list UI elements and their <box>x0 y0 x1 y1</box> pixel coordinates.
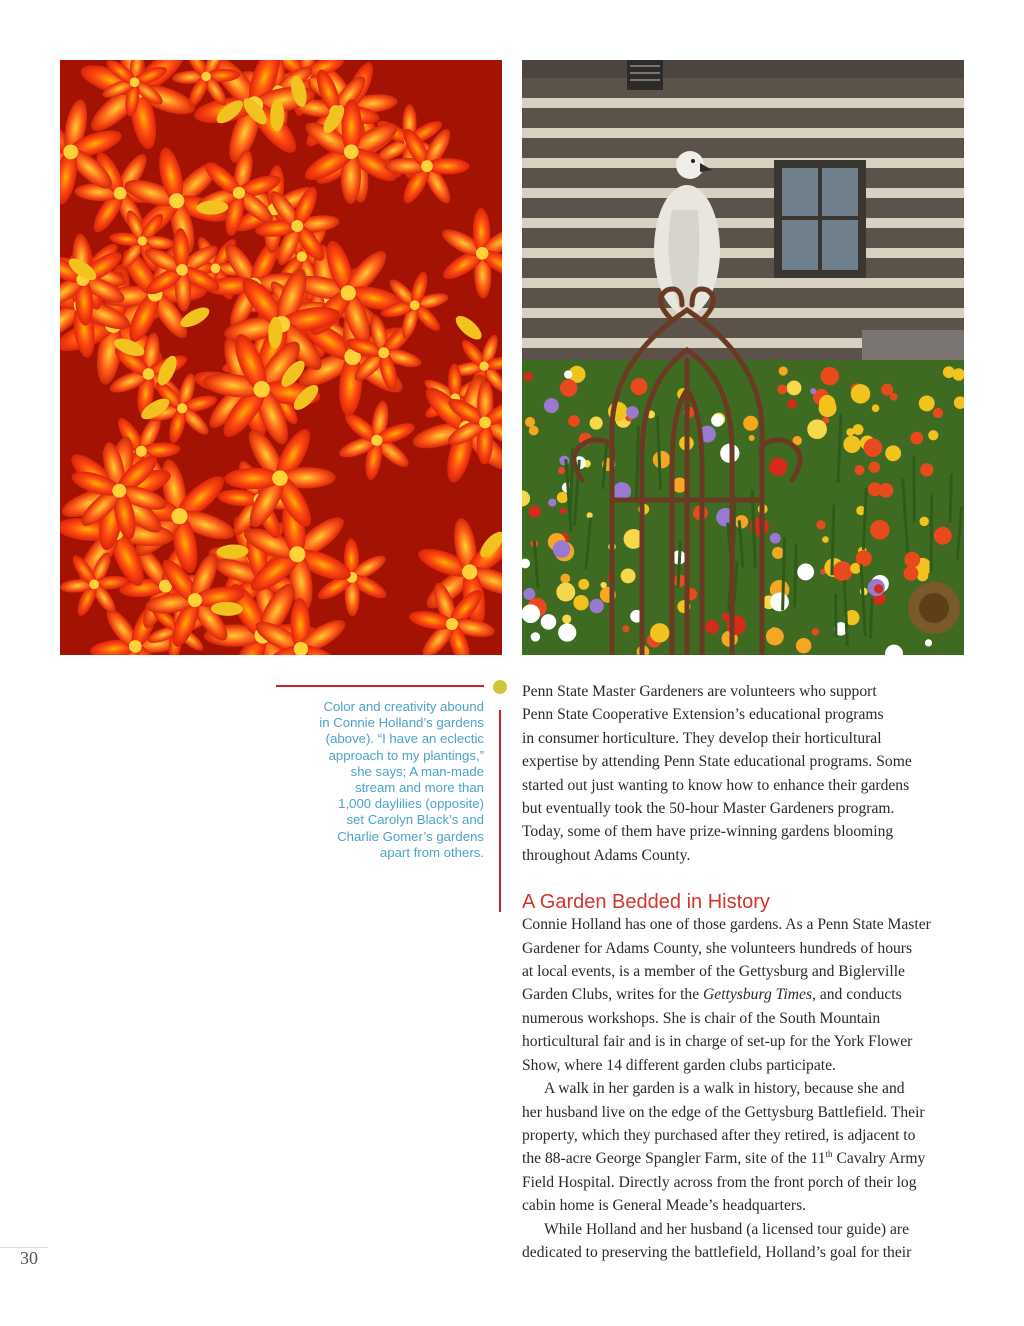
text-line: in consumer horticulture. They develop their horticultural <box>522 729 882 747</box>
caption-line: Color and creativity abound <box>323 699 484 714</box>
text-line: started out just wanting to know how to enhance their gardens <box>522 776 910 794</box>
publication-title: Gettysburg Times <box>703 986 813 1004</box>
text-line: Show, where 14 different garden clubs participate. <box>522 1056 836 1074</box>
text-line: Penn State Cooperative Extension’s educational programs <box>522 706 884 724</box>
accent-dot <box>493 680 507 694</box>
caption-line: (above). “I have an eclectic <box>325 731 484 747</box>
paragraph-2 <box>522 913 968 1077</box>
caption-line: she says; A man-made <box>350 763 484 779</box>
text-line: at local events, is a member of the Gettysburg and Biglerville <box>522 963 905 981</box>
text-line: but eventually took the 50-hour Master Gardeners program. <box>522 800 895 818</box>
text-line: dedicated to preserving the battlefield, Holland’s goal for their <box>522 1243 912 1261</box>
text-line: Penn State Master Gardeners are volunteers who support <box>522 683 877 700</box>
cabin-garden-photo <box>522 60 964 655</box>
ordinal-suffix: th <box>825 1149 833 1160</box>
text-line: Today, some of them have prize-winning gardens blooming <box>522 823 894 841</box>
caption-line: in Connie Holland’s gardens <box>319 715 484 731</box>
lilies-illustration <box>60 60 502 655</box>
text-line: Gardener for Adams County, she volunteers hundreds of hours <box>522 939 913 957</box>
paragraph-3 <box>522 1077 968 1217</box>
cabin-garden-illustration <box>522 60 964 655</box>
text-line: cabin home is General Meade’s headquarters. <box>522 1197 807 1215</box>
caption-line: apart from others. <box>379 844 484 860</box>
text-line: numerous workshops. She is chair of the South Mountain <box>522 1009 881 1027</box>
text-line: A walk in her garden is a walk in history, because she and <box>544 1080 905 1098</box>
photo-caption <box>296 699 484 861</box>
page-number: 30 <box>20 1248 38 1268</box>
text-line: , and conducts <box>812 986 902 1004</box>
lilies-photo <box>60 60 502 655</box>
text-line: Garden Clubs, writes for the <box>522 986 704 1004</box>
caption-rule <box>276 685 484 687</box>
text-line: property, which they purchased after they retired, is adjacent to <box>522 1126 916 1144</box>
caption-line: 1,000 daylilies (opposite) <box>338 796 484 812</box>
text-line: While Holland and her husband (a licensed tour guide) are <box>544 1220 910 1238</box>
intro-paragraph <box>522 680 968 867</box>
vertical-rule <box>499 710 501 912</box>
text-line: her husband live on the edge of the Gettysburg Battlefield. Their <box>522 1103 925 1121</box>
text-line: horticultural fair and is in charge of set-up for the York Flower <box>522 1033 913 1051</box>
caption-line: stream and more than <box>354 780 484 796</box>
text-line: Cavalry Army <box>832 1150 926 1168</box>
text-line: Connie Holland has one of those gardens. As a Penn State Master <box>522 916 931 934</box>
text-line: Field Hospital. Directly across from the front porch of their log <box>522 1173 917 1191</box>
caption-line: set Carolyn Black’s and <box>346 812 484 828</box>
paragraph-4 <box>522 1218 968 1265</box>
text-line: throughout Adams County. <box>522 846 691 864</box>
article-body <box>522 680 968 1264</box>
caption-line: Charlie Gomer’s gardens <box>337 828 484 844</box>
section-heading: A Garden Bedded in History <box>522 891 770 914</box>
text-line: expertise by attending Penn State educational programs. Some <box>522 753 912 771</box>
text-line: the 88-acre George Spangler Farm, site of the 11 <box>522 1150 826 1168</box>
caption-line: approach to my plantings,” <box>328 747 484 763</box>
